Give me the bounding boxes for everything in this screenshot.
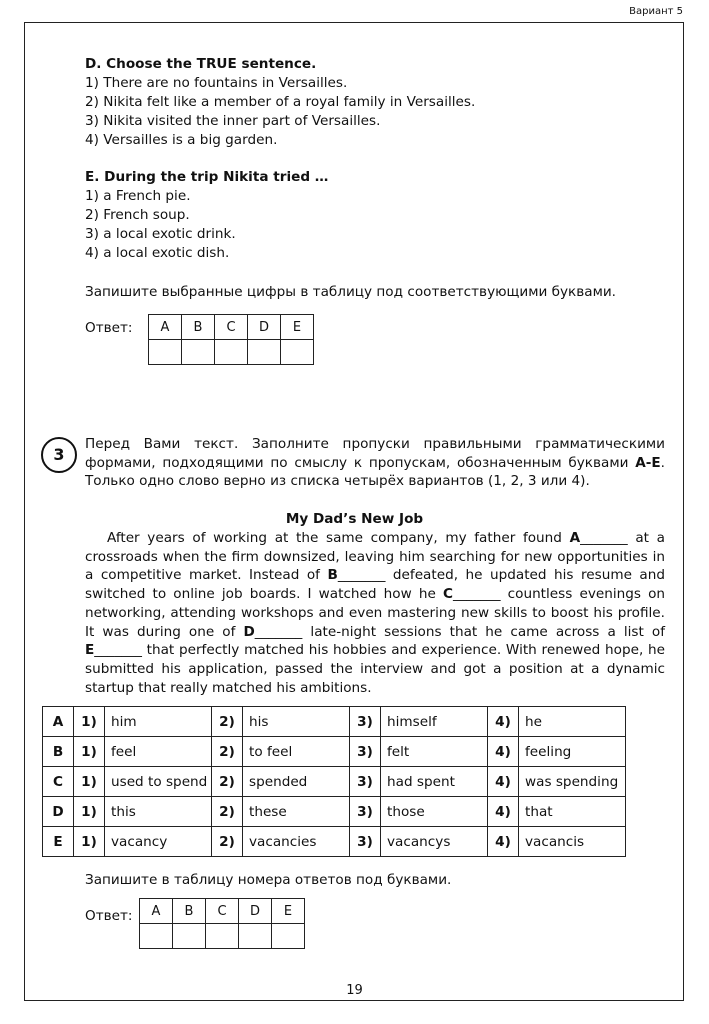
answer-header-cell: E	[272, 899, 305, 924]
story-text: After years of working at the same company, my father found A_______ at a crossroads when the firm downsized, leaving him searching for new opportunities in a competitive market. Instead of B_______ defeated, he updated his resume and switched to online job boards. I watched how he C_______ countless evenings on networking, attending workshops and even mastering new skills to boost his profile. It was during one of D_______ late-night sessions that he came across a list of E_______ that perfectly matched his hobbies and experience. With renewed hope, he submitted his application, passed the interview and got a position at a dynamic startup that really matched his ambitions.	[85, 530, 666, 696]
option-word: that	[519, 797, 626, 827]
option-number: 4)	[488, 707, 519, 737]
options-row	[43, 737, 626, 767]
option-word: his	[243, 707, 350, 737]
question-e-option: 3) a local exotic drink.	[85, 226, 236, 242]
task3-intro: Перед Вами текст. Заполните пропуски правильными грамматическими формами, подходящими по смыслу к пропускам, обозначенным буквами A-E. Только одно слово верно из списка четырёх вариантов (1, 2, 3 или 4).	[85, 436, 665, 489]
row-letter: A	[43, 707, 74, 737]
option-word: himself	[381, 707, 488, 737]
option-number: 3)	[350, 767, 381, 797]
answer-table-2	[139, 898, 305, 949]
question-d-option: 3) Nikita visited the inner part of Versailles.	[85, 113, 381, 129]
row-letter: E	[43, 827, 74, 857]
option-word: these	[243, 797, 350, 827]
option-word: was spending	[519, 767, 626, 797]
options-row	[43, 827, 626, 857]
options-row	[43, 767, 626, 797]
answer-input-cell[interactable]	[215, 340, 248, 365]
option-number: 4)	[488, 737, 519, 767]
option-number: 3)	[350, 737, 381, 767]
option-number: 1)	[74, 767, 105, 797]
option-number: 2)	[212, 737, 243, 767]
question-d-heading: D. Choose the TRUE sentence.	[85, 56, 317, 72]
option-word: vacancys	[381, 827, 488, 857]
answer-input-cell[interactable]	[206, 924, 239, 949]
options-row	[43, 797, 626, 827]
answer-input-cell[interactable]	[281, 340, 314, 365]
story-title: My Dad’s New Job	[285, 511, 424, 527]
question-e-heading: E. During the trip Nikita tried …	[85, 169, 329, 185]
answer-input-cell[interactable]	[182, 340, 215, 365]
answer-input-cell[interactable]	[272, 924, 305, 949]
row-letter: B	[43, 737, 74, 767]
answer-header-cell: D	[248, 315, 281, 340]
option-word: feel	[105, 737, 212, 767]
question-d-option: 4) Versailles is a big garden.	[85, 132, 278, 148]
option-word: used to spend	[105, 767, 212, 797]
answer-header-cell: B	[182, 315, 215, 340]
option-number: 1)	[74, 827, 105, 857]
question-d-option: 1) There are no fountains in Versailles.	[85, 75, 348, 91]
question-d-option: 2) Nikita felt like a member of a royal family in Versailles.	[85, 94, 476, 110]
question-e-option: 2) French soup.	[85, 207, 190, 223]
option-number: 2)	[212, 797, 243, 827]
options-table	[42, 706, 626, 857]
question-e-option: 1) a French pie.	[85, 188, 191, 204]
option-number: 4)	[488, 797, 519, 827]
instruction-1: Запишите выбранные цифры в таблицу под соответствующими буквами.	[85, 284, 616, 300]
row-letter: C	[43, 767, 74, 797]
option-number: 2)	[212, 707, 243, 737]
option-word: him	[105, 707, 212, 737]
options-row	[43, 707, 626, 737]
option-word: those	[381, 797, 488, 827]
option-number: 4)	[488, 767, 519, 797]
option-number: 3)	[350, 827, 381, 857]
option-number: 4)	[488, 827, 519, 857]
option-word: this	[105, 797, 212, 827]
answer-label: Ответ:	[85, 320, 133, 336]
option-number: 1)	[74, 707, 105, 737]
answer-input-cell[interactable]	[239, 924, 272, 949]
page-number: 19	[346, 983, 363, 998]
question-e-option: 4) a local exotic dish.	[85, 245, 230, 261]
option-word: vacancis	[519, 827, 626, 857]
variant-label: Вариант 5	[629, 6, 683, 17]
option-number: 2)	[212, 767, 243, 797]
option-word: feeling	[519, 737, 626, 767]
answer-header-cell: B	[173, 899, 206, 924]
option-number: 3)	[350, 707, 381, 737]
answer-input-cell[interactable]	[149, 340, 182, 365]
answer-header-cell: A	[149, 315, 182, 340]
option-number: 2)	[212, 827, 243, 857]
answer-table-1	[148, 314, 314, 365]
answer-label: Ответ:	[85, 908, 133, 924]
answer-header-cell: D	[239, 899, 272, 924]
answer-header-cell: C	[215, 315, 248, 340]
option-word: to feel	[243, 737, 350, 767]
option-word: vacancy	[105, 827, 212, 857]
answer-input-cell[interactable]	[173, 924, 206, 949]
task-number-badge: 3	[41, 437, 77, 473]
row-letter: D	[43, 797, 74, 827]
answer-input-cell[interactable]	[248, 340, 281, 365]
option-word: vacancies	[243, 827, 350, 857]
answer-input-cell[interactable]	[140, 924, 173, 949]
option-word: felt	[381, 737, 488, 767]
answer-header-cell: C	[206, 899, 239, 924]
instruction-2: Запишите в таблицу номера ответов под буквами.	[85, 872, 452, 888]
answer-header-cell: A	[140, 899, 173, 924]
option-number: 3)	[350, 797, 381, 827]
option-word: had spent	[381, 767, 488, 797]
answer-header-cell: E	[281, 315, 314, 340]
option-word: he	[519, 707, 626, 737]
option-number: 1)	[74, 797, 105, 827]
option-word: spended	[243, 767, 350, 797]
option-number: 1)	[74, 737, 105, 767]
